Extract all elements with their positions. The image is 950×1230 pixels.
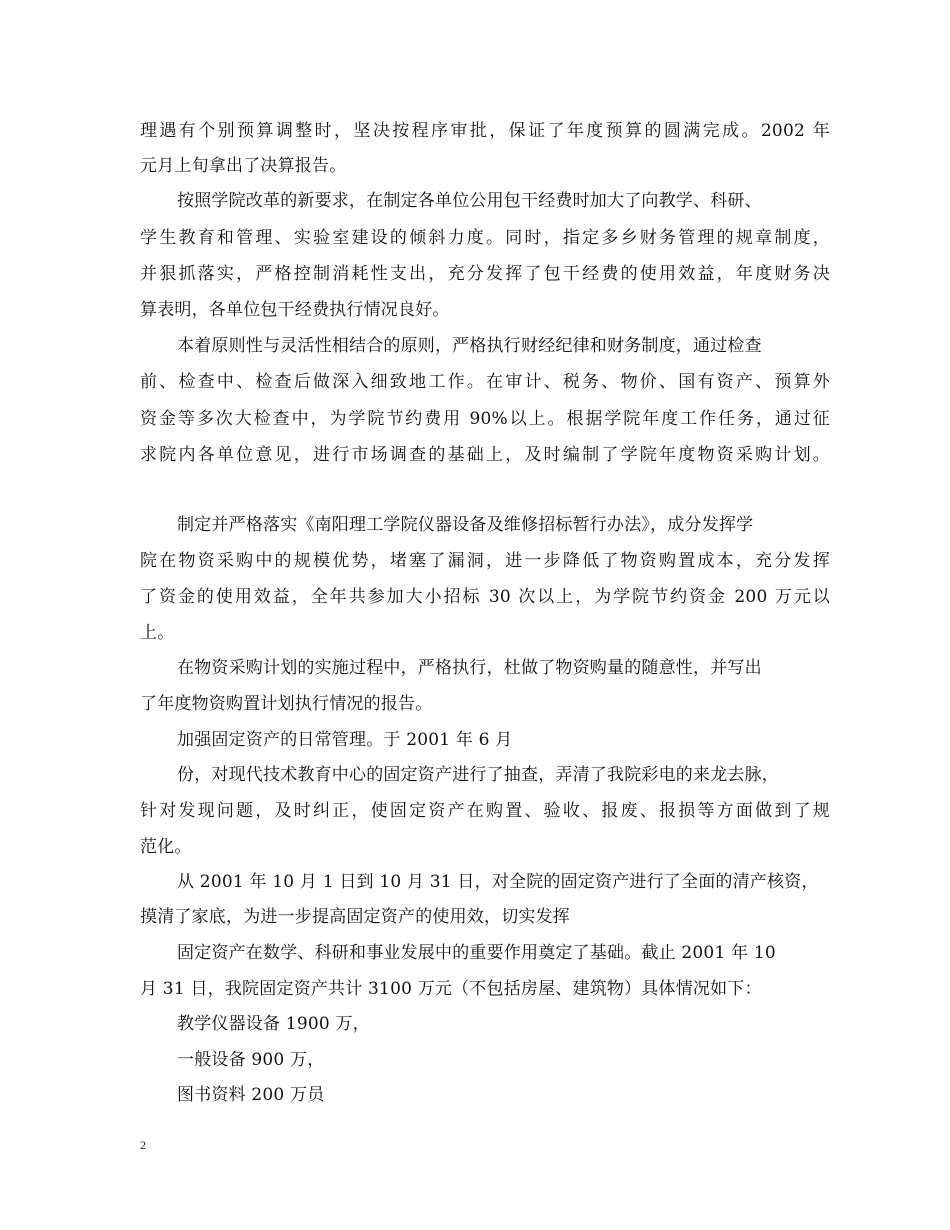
text-line: 并狠抓落实，严格控制消耗性支出，充分发挥了包干经费的使用效益，年度财务决 [140, 264, 830, 284]
paragraph-first-line: 在物资采购计划的实施过程中，严格执行，杜做了物资购量的随意性，并写出 [177, 658, 762, 678]
paragraph-first-line: 加强固定资产的日常管理。于 2001 年 6 月 [177, 730, 513, 750]
paragraph-first-line: 本着原则性与灵活性相结合的原则，严格执行财经纪律和财务制度，通过检查 [177, 336, 762, 356]
page-number: 2 [140, 1138, 146, 1152]
text-line: 算表明，各单位包干经费执行情况良好。 [140, 300, 450, 320]
text-line: 理遇有个别预算调整时，坚决按程序审批，保证了年度预算的圆满完成。2002 年 [140, 121, 830, 141]
paragraph-first-line: 制定并严格落实《南阳理工学院仪器设备及维修招标暂行办法》，成分发挥学 [177, 515, 754, 535]
text-line: 求院内各单位意见，进行市场调查的基础上，及时编制了学院年度物资采购计划。 [140, 445, 830, 465]
text-line: 学生教育和管理、实验室建设的倾斜力度。同时，指定多乡财务管理的规章制度， [140, 228, 830, 248]
text-line: 元月上旬拿出了决算报告。 [140, 156, 347, 176]
text-line: 资金等多次大检查中，为学院节约费用 90%以上。根据学院年度工作任务，通过征 [140, 409, 830, 429]
paragraph-first-line: 固定资产在数学、科研和事业发展中的重要作用奠定了基础。截止 2001 年 10 [177, 943, 776, 963]
list-item: 图书资料 200 万员 [177, 1085, 325, 1105]
text-line: 了资金的使用效益，全年共参加大小招标 30 次以上，为学院节约资金 200 万元以 [140, 587, 830, 607]
paragraph-first-line: 从 2001 年 10 月 1 日到 10 月 31 日，对全院的固定资产进行了全面的清产核资， [177, 872, 819, 892]
text-line: 针对发现问题，及时纠正，使固定资产在购置、验收、报废、报损等方面做到了规 [140, 801, 830, 821]
paragraph-first-line: 按照学院改革的新要求，在制定各单位公用包干经费时加大了向教学、科研、 [177, 191, 762, 211]
text-line: 摸清了家底，为进一步提高固定资产的使用效，切实发挥 [140, 907, 570, 927]
list-item: 教学仪器设备 1900 万， [177, 1014, 370, 1034]
text-line: 前、检查中、检查后做深入细致地工作。在审计、税务、物价、国有资产、预算外 [140, 372, 830, 392]
text-line: 院在物资采购中的规模优势，堵塞了漏洞，进一步降低了物资购置成本，充分发挥 [140, 551, 830, 571]
paragraph-first-line: 份，对现代技术教育中心的固定资产进行了抽查，弄清了我院彩电的来龙去脉， [177, 765, 779, 785]
text-line: 范化。 [140, 837, 192, 857]
list-item: 一般设备 900 万， [177, 1050, 325, 1070]
text-line: 了年度物资购置计划执行情况的报告。 [140, 694, 433, 714]
text-line: 月 31 日，我院固定资产共计 3100 万元（不包括房屋、建筑物）具体情况如下： [140, 979, 762, 999]
text-line: 上。 [140, 623, 175, 643]
